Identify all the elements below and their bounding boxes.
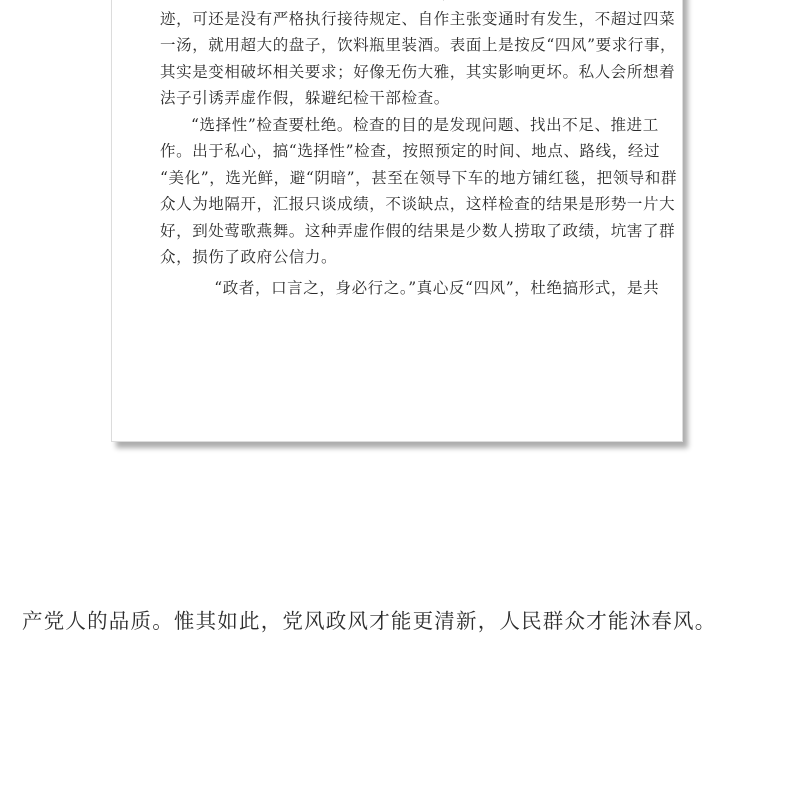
text-line: 其实是变相破坏相关要求；好像无伤大雅，其实影响更坏。私人会所想着 — [160, 62, 676, 81]
text-line: “美化”，选光鲜，避“阴暗”，甚至在领导下车的地方铺红毯，把领导和群 — [160, 168, 678, 187]
paragraph-hospitality — [160, 0, 677, 112]
text-line: 作。出于私心，搞“选择性”检查，按照预定的时间、地点、路线，经过 — [160, 142, 661, 160]
text-line: 好，到处莺歌燕舞。这种弄虚作假的结果是少数人捞取了政绩，坑害了群 — [160, 221, 676, 240]
page-body-text — [160, 0, 678, 301]
text-line: “政者，口言之，身必行之。”真心反“四风”，杜绝搞形式，是共 — [214, 278, 660, 297]
text-line: 迹，可还是没有严格执行接待规定、自作主张变通时有发生，不超过四菜 — [160, 9, 676, 28]
text-line: 一汤，就用超大的盘子，饮料瓶里装酒。表面上是按反“四风”要求行事， — [160, 36, 677, 54]
text-line: “选择性”检查要杜绝。检查的目的是发现问题、找出不足、推进工 — [191, 115, 659, 134]
text-line: 众，损伤了政府公信力。 — [160, 248, 338, 266]
text-line: 众人为地隔开，汇报只谈成绩，不谈缺点，这样检查的结果是形势一片大 — [160, 195, 676, 213]
continuation-text: 产党人的品质。惟其如此，党风政风才能更清新，人民群众才能沐春风。 — [22, 609, 717, 633]
paragraph-inspection — [160, 112, 678, 271]
paragraph-quote — [160, 275, 660, 302]
text-line — [160, 0, 645, 6]
document-page — [111, 0, 683, 442]
text-line: 法子引诱弄虚作假，躲避纪检干部检查。 — [160, 89, 450, 107]
